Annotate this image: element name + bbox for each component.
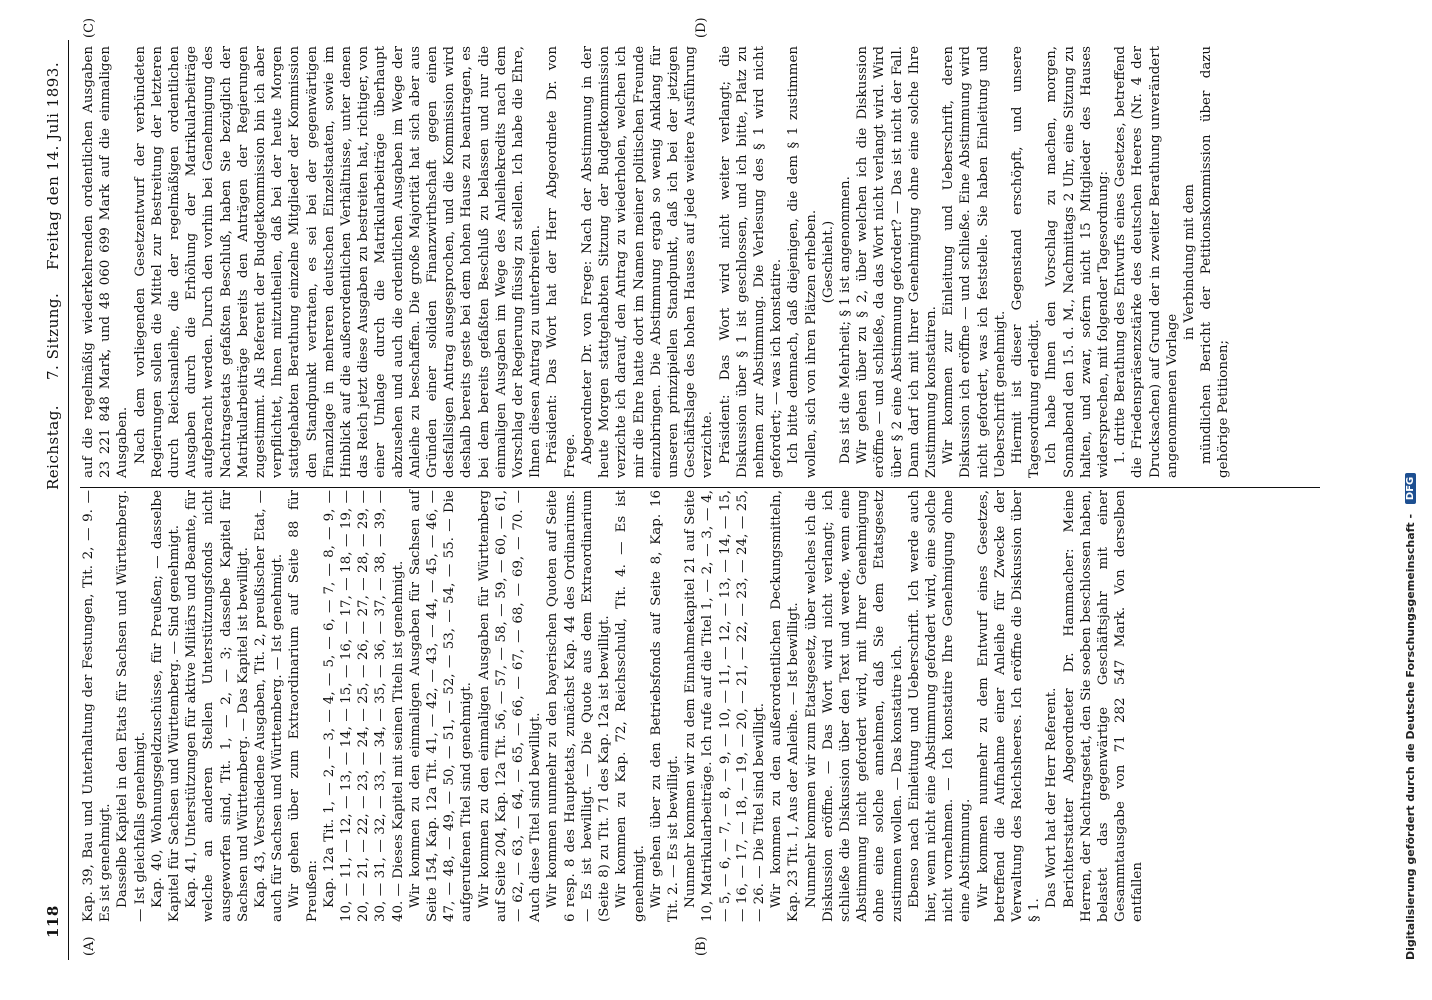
margin-letter-d: (D) (694, 17, 709, 38)
paragraph: Ebenso nach Einleitung und Ueberschrift. Ich werde auch hier, wenn nicht eine Abstimmung gefordert wird, eine solche nicht vornehmen. — Ich konstatire Ihre Genehmigung ohne eine Abstimmung. (906, 490, 974, 922)
dfg-logo: DFG (1405, 473, 1416, 504)
paragraph: Wir kommen zu den einmaligen Ausgaben für Württemberg auf Seite 204, Kap. 12a Tit. 56, — 57, — 58, — 59, — 60, — 61, — 62, — 63, — 64, — 65, — 66, — 67, — 68, — 69, — 70. — Auch diese Titel sind bewilligt. (476, 490, 544, 922)
paragraph: Nunmehr kommen wir zum Etatsgesetz, über welches ich die Diskussion eröffne. — Das Wort wird nicht verlangt; ich schließe die Diskussion über den Text und werde, wenn eine Abstimmung nicht gefordert wird, mit Ihrer Genehmigung ohne eine solche annehmen, daß Sie dem Etatsgesetz zustimmen wollen. — Das konstatire ich. (803, 490, 905, 922)
paragraph: Dasselbe Kapitel in den Etats für Sachsen und Württemberg. — Ist gleichfalls genehmigt. (115, 490, 148, 922)
column-rule (80, 487, 1320, 488)
paragraph: Hiermit ist dieser Gegenstand erschöpft, und unsere Tagesordnung erledigt. (1009, 46, 1043, 478)
paragraph: Wir kommen nunmehr zu dem Entwurf eines Gesetzes, betreffend die Aufnahme einer Anleihe für Zwecke der Verwaltung des Reichsheeres. Ich eröffne die Diskussion über § 1. (975, 490, 1043, 922)
paragraph: Das Wort hat der Herr Referent. (1044, 687, 1060, 908)
paragraph: Ich bitte demnach, daß diejenigen, die dem § 1 zustimmen wollen, sich von ihren Plätzen erheben. (786, 46, 819, 478)
paragraph: Kap. 41, Unterstützungen für aktive Militärs und Beamte, für welche an anderen Stellen Unterstützungsfonds nicht ausgeworfen sind, Tit. 1, — 2, — 3; dasselbe Kapitel für Sachsen und Württemberg. — Das Kapitel ist bewilligt. (184, 490, 251, 922)
paragraph: Ich habe Ihnen den Vorschlag zu machen, morgen, Sonnabend den 15. d. M., Nachmittags 2 Uhr, eine Sitzung zu halten, und zwar, sofern nicht 15 Mitglieder des Hauses widersprechen, mit folgender Tagesordnung: (1044, 46, 1111, 478)
page-number: 118 (44, 905, 62, 938)
paragraph: Wir gehen über zu § 2, über welchen ich die Diskussion eröffne — und schließe, da das Wort nicht verlangt wird. Wird über § 2 eine Abstimmung gefordert? — Das ist nicht der Fall. Dann darf ich mit Ihrer Genehmigung ohne eine solche Ihre Zustimmung konstatiren. (855, 46, 939, 478)
speaker-paragraph: Präsident: Das Wort hat der Herr Abgeordnete Dr. von Frege. (545, 46, 578, 478)
paragraph: Wir kommen nunmehr zu den bayerischen Quoten auf Seite 6 resp. 8 des Hauptetats, zunächst Kap. 44 des Ordinariums. — Es ist bewilligt. — Die Quote aus dem Extraordinarium (Seite 8) zu Tit. 71 des Kap. 12a ist bewilligt. (545, 490, 613, 922)
margin-letter-c: (C) (82, 17, 97, 38)
speaker-paragraph: Berichterstatter Abgeordneter Dr. Hammacher: Meine Herren, der Nachtragsetat, den Sie soeben beschlossen haben, belastet das gegenwärtige Geschäftsjahr mit einer Gesammtausgabe von 71 282 547 Mark. Von derselben entfallen (1061, 490, 1146, 922)
paragraph: Kap. 43, Verschiedene Ausgaben, Tit. 2, preußischer Etat, — auch für Sachsen und Württemberg. — Ist genehmigt. (253, 490, 286, 922)
paragraph: Kap. 12a Tit. 1, — 2, — 3, — 4, — 5, — 6, — 7, — 8, — 9, — 10, — 11, — 12, — 13, — 14, — 15, — 16, — 17, — 18, — 19, — 20, — 21, — 22, — 23, — 24, — 25, — 26, — 27, — 28, — 29, — 30, — 31, — 32, — 33, — 34, — 35, — 36, — 37, — 38, — 39, — 40. — Dieses Kapitel mit seinen Titeln ist genehmigt. (321, 490, 406, 922)
paragraph: auf die regelmäßig wiederkehrenden ordentlichen Ausgaben 23 221 848 Mark, und 48 060 699 Mark auf die einmaligen Ausgaben. (81, 46, 131, 478)
margin-letter-a: (A) (82, 936, 97, 956)
stage-direction: (Geschieht.) (820, 220, 836, 304)
header-rule (68, 40, 69, 960)
running-head (44, 40, 66, 960)
paragraph: Das ist die Mehrheit; § 1 ist angenommen. (837, 176, 853, 464)
margin-letter-b: (B) (694, 936, 709, 956)
paragraph: Wir kommen zu den einmaligen Ausgaben für Sachsen auf Seite 154, Kap. 12a Tit. 41, — 42, — 43, — 44, — 45, — 46, — 47, — 48, — 49, — 50, — 51, — 52, — 53, — 54, — 55. — Die aufgerufenen Titel sind genehmigt. (407, 490, 475, 922)
paragraph: Nach dem vorliegenden Gesetzentwurf der verbündeten Regierungen sollen die Mittel zur Bestreitung der letzteren durch Reichsanleihe, die der regelmäßigen ordentlichen Ausgaben durch die Erhöhung der Matrikularbeiträge aufgebracht werden. Durch den vorhin bei Genehmigung des Nachtragsetats gefaßten Beschluß, haben Sie bezüglich der Matrikularbeiträge bereits den Anträgen der Regierungen zugestimmt. Als Referent der Budgetkommission bin ich aber verpflichtet, Ihnen mitzutheilen, daß bei der heute Morgen stattgehabten Berathung einzelne Mitglieder der Kommission den Standpunkt vertraten, es sei bei der gegenwärtigen Finanzlage in mehreren deutschen Einzelstaaten, sowie im Hinblick auf die außerordentlichen Verhältnisse, unter denen das Reich jetzt diese Ausgaben zu bestreiten hat, richtiger, von einer Umlage durch die Matrikularbeiträge überhaupt abzusehen und auch die ordentlichen Ausgaben im Wege der Anleihe zu beschaffen. Die große Majorität hat sich aber aus Gründen einer soliden Finanzwirthschaft gegen einen desfallsigen Antrag ausgesprochen, und die Kommission wird deshalb bereits geste bei dem hohen Hause zu beantragen, es bei dem bereits gefaßten Beschluß zu belassen und nur die einmaligen Ausgaben im Wege des Anleihekredits nach dem Vorschlag der Regierung flüssig zu stellen. Ich habe die Ehre, Ihnen diesen Antrag zu unterbreiten. (132, 46, 544, 478)
session-date: Freitag den 14. Juli 1893. (44, 61, 62, 270)
digitization-note: Digitalisierung gefördert durch die Deutsche Forschungsgemeinschaft - (1404, 513, 1417, 960)
agenda-connector: in Verbindung mit dem (1182, 184, 1197, 340)
paragraph: Wir kommen zu Kap. 72, Reichsschuld, Tit. 4. — Es ist genehmigt. (614, 490, 647, 922)
agenda-item: mündlichen Bericht der Petitionskommission über dazu gehörige Petitionen; (1199, 46, 1232, 478)
paragraph: Wir gehen über zu den Betriebsfonds auf Seite 8, Kap. 16 Tit. 2. — Es ist bewilligt. (648, 490, 681, 922)
paragraph: Wir kommen zu den außerordentlichen Deckungsmitteln, Kap. 23 Tit. 1, Aus der Anleihe. — Ist bewilligt. (769, 490, 802, 922)
paragraph: Wir kommen zur Einleitung und Ueberschrift, deren Diskussion ich eröffne — und schließe. Eine Abstimmung wird nicht gefordert, was ich feststelle. Sie haben Einleitung und Ueberschrift genehmigt. (941, 46, 1008, 478)
paragraph: Nunmehr kommen wir zu dem Einnahmekapitel 21 auf Seite 10, Matrikularbeiträge. Ich rufe auf die Titel 1, — 2, — 3, — 4, — 5, — 6, — 7, — 8, — 9, — 10, — 11, — 12, — 13, — 14, — 15, — 16, — 17, — 18, — 19, — 20, — 21, — 22, — 23, — 24, — 25, — 26. — Die Titel sind bewilligt. (683, 490, 767, 922)
speaker-paragraph: Präsident: Das Wort wird nicht weiter verlangt; die Diskussion über § 1 ist geschlossen, und ich bitte, Platz zu nehmen zur Abstimmung. Die Verlesung des § 1 wird nicht gefordert; — was ich konstatire. (717, 46, 785, 478)
left-column (80, 490, 1147, 922)
speaker-paragraph: Abgeordneter Dr. von Frege: Nach der Abstimmung in der heute Morgen stattgehabten Sitzung der Budgetkommission verzichte ich darauf, den Antrag zu wiederholen, welchen ich mir die Ehre hatte dort im Namen meiner politischen Freunde einzubringen. Die Abstimmung ergab so wenig Anklang für unseren prinzipiellen Standpunkt, daß ich bei der jetzigen Geschäftslage des hohen Hauses auf jede weitere Ausführung verzichte. (579, 46, 716, 478)
digitization-credit (1404, 40, 1417, 960)
right-column (80, 46, 1233, 478)
running-title: Reichstag. (44, 404, 62, 490)
session-label: 7. Sitzung. (44, 292, 62, 380)
agenda-item: 1. dritte Berathung des Entwurfs eines Gesetzes, betreffend die Friedenspräsenzstärke des deutschen Heeres (Nr. 4 der Drucksachen) auf Grund der in zweiter Berathung unverändert angenommenen Vorlage (1113, 46, 1180, 478)
paragraph: Kap. 39, Bau und Unterhaltung der Festungen, Tit. 2, — 9. — Es ist genehmigt. (81, 490, 114, 922)
paragraph: Kap. 40, Wohnungsgeldzuschüsse, für Preußen; — dasselbe Kapitel für Sachsen und Württemberg. — Sind genehmigt. (149, 490, 183, 922)
paragraph: Wir gehen über zum Extraordinarium auf Seite 88 für Preußen: (287, 490, 320, 922)
